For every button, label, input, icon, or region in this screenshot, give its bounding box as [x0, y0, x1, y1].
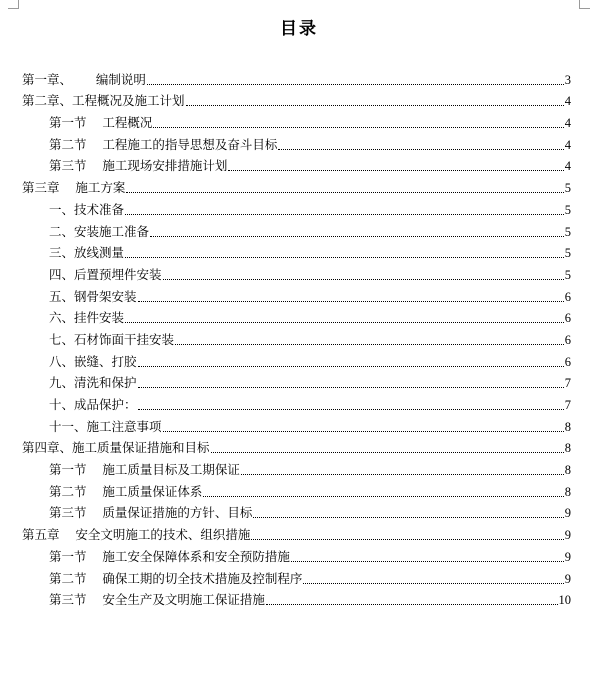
- toc-entry-chapter[interactable]: [22, 521, 571, 543]
- toc-entry-section[interactable]: [22, 218, 571, 240]
- toc-entry-chapter[interactable]: [22, 66, 571, 88]
- toc-entry-text: 十、成品保护：: [49, 397, 137, 412]
- toc-entry-page-number: 5: [564, 181, 571, 196]
- toc-dot-leader: [138, 387, 564, 388]
- toc-dot-leader: [138, 301, 564, 302]
- toc-entry-page-number: 7: [564, 398, 571, 412]
- toc-entry-page-number: 5: [564, 224, 571, 239]
- toc-dot-leader: [175, 344, 564, 345]
- toc-entry-page-number: 9: [564, 528, 571, 543]
- toc-dot-leader: [147, 84, 564, 85]
- toc-dot-leader: [125, 322, 564, 323]
- toc-entry-page-number: 6: [564, 289, 571, 304]
- toc-entry-text: 第三节 质量保证措施的方针、目标: [49, 505, 253, 521]
- toc-entry-section[interactable]: [22, 131, 571, 153]
- toc-entry-text: 第三节 施工现场安排措施计划: [49, 158, 228, 174]
- toc-dot-leader: [266, 604, 558, 605]
- toc-entry-section[interactable]: [22, 326, 571, 348]
- toc-entry-section[interactable]: [22, 283, 571, 305]
- toc-entry-section[interactable]: [22, 500, 571, 522]
- toc-entry-page-number: 6: [564, 354, 571, 369]
- toc-entry-page-number: 5: [564, 202, 571, 217]
- toc-entry-page-number: 3: [564, 72, 571, 87]
- toc-entry-page-number: 6: [564, 311, 571, 326]
- toc-entry-text: 第一节 施工质量目标及工期保证: [49, 462, 240, 478]
- toc-entry-text: 第一节 工程概况: [49, 115, 153, 131]
- toc-entry-text: 第二章、工程概况及施工计划: [22, 93, 185, 109]
- toc-entry-page-number: 10: [558, 593, 571, 608]
- toc-entry-page-number: 8: [564, 441, 571, 456]
- toc-entry-text: 一、技术准备: [49, 201, 125, 217]
- toc-dot-leader: [278, 149, 563, 150]
- toc-entry-text: 第三章 施工方案: [22, 180, 126, 196]
- toc-entry-page-number: 8: [564, 463, 571, 478]
- toc-entry-section[interactable]: [22, 391, 571, 413]
- toc-entry-section[interactable]: [22, 261, 571, 283]
- toc-dot-leader: [203, 496, 563, 497]
- toc-entry-text: 第二节 施工质量保证体系: [49, 483, 203, 499]
- toc-dot-leader: [125, 257, 564, 258]
- toc-entry-text: 第二节 工程施工的指导思想及奋斗目标: [49, 136, 278, 152]
- toc-dot-leader: [291, 561, 564, 562]
- toc-entry-text: 第一节 施工安全保障体系和安全预防措施: [49, 548, 290, 564]
- toc-entry-page-number: 8: [564, 419, 571, 434]
- toc-entry-section[interactable]: [22, 109, 571, 131]
- toc-dot-leader: [251, 539, 563, 540]
- toc-dot-leader: [126, 192, 563, 193]
- toc-entry-text: 七、石材饰面干挂安装: [49, 331, 175, 347]
- toc-dot-leader: [138, 409, 564, 410]
- toc-entry-section[interactable]: [22, 456, 571, 478]
- toc-entry-page-number: 4: [564, 137, 571, 152]
- toc-entry-page-number: 6: [564, 332, 571, 347]
- toc-entry-text: 第三节 安全生产及文明施工保证措施: [49, 592, 265, 608]
- toc-entry-section[interactable]: [22, 348, 571, 370]
- toc-entry-section[interactable]: [22, 587, 571, 609]
- toc-entry-text: 第四章、施工质量保证措施和目标: [22, 440, 210, 456]
- toc-entry-section[interactable]: [22, 565, 571, 587]
- toc-entry-text: 第二节 确保工期的切全技术措施及控制程序: [49, 570, 303, 586]
- toc-entry-chapter[interactable]: [22, 435, 571, 457]
- toc-dot-leader: [211, 452, 564, 453]
- toc-entry-page-number: 4: [564, 116, 571, 131]
- toc-entry-chapter[interactable]: [22, 174, 571, 196]
- toc-entry-section[interactable]: [22, 478, 571, 500]
- toc-dot-leader: [228, 170, 563, 171]
- toc-entry-text: 三、放线测量: [49, 245, 125, 261]
- toc-entry-section[interactable]: [22, 413, 571, 435]
- toc-entry-text: 四、后置预埋件安装: [49, 266, 162, 282]
- toc-entry-text: 二、安装施工准备: [49, 223, 150, 239]
- toc-entry-page-number: 5: [564, 246, 571, 261]
- toc-dot-leader: [303, 583, 563, 584]
- toc-entry-text: 八、嵌缝、打胶: [49, 353, 137, 369]
- toc-dot-leader: [186, 105, 564, 106]
- toc-list: [22, 66, 571, 608]
- toc-entry-text: 九、清洗和保护: [49, 375, 137, 391]
- toc-entry-text: 第五章 安全文明施工的技术、组织措施: [22, 527, 251, 543]
- toc-entry-page-number: 9: [564, 549, 571, 564]
- toc-entry-chapter[interactable]: [22, 88, 571, 110]
- toc-entry-page-number: 9: [564, 506, 571, 521]
- toc-entry-text: 六、挂件安装: [49, 310, 125, 326]
- toc-dot-leader: [253, 517, 563, 518]
- toc-entry-page-number: 7: [564, 376, 571, 391]
- toc-entry-page-number: 4: [564, 94, 571, 109]
- toc-dot-leader: [163, 279, 564, 280]
- toc-entry-page-number: 4: [564, 159, 571, 174]
- crop-mark-top-left: [8, 0, 19, 9]
- toc-entry-section[interactable]: [22, 305, 571, 327]
- toc-entry-page-number: 9: [564, 571, 571, 586]
- toc-dot-leader: [138, 366, 564, 367]
- toc-entry-section[interactable]: [22, 196, 571, 218]
- toc-entry-page-number: 5: [564, 267, 571, 282]
- toc-dot-leader: [153, 127, 563, 128]
- toc-dot-leader: [241, 474, 564, 475]
- toc-entry-section[interactable]: [22, 153, 571, 175]
- toc-entry-text: 第一章、 编制说明: [22, 71, 146, 87]
- crop-mark-top-right: [579, 0, 590, 9]
- toc-dot-leader: [125, 214, 564, 215]
- toc-entry-section[interactable]: [22, 240, 571, 262]
- toc-entry-section[interactable]: [22, 543, 571, 565]
- toc-entry-text: 五、钢骨架安装: [49, 288, 137, 304]
- toc-dot-leader: [163, 431, 564, 432]
- toc-dot-leader: [150, 236, 564, 237]
- toc-entry-page-number: 8: [564, 484, 571, 499]
- toc-entry-section[interactable]: [22, 370, 571, 392]
- toc-entry-text: 十一、施工注意事项: [49, 418, 162, 434]
- toc-title: 目录: [280, 19, 318, 39]
